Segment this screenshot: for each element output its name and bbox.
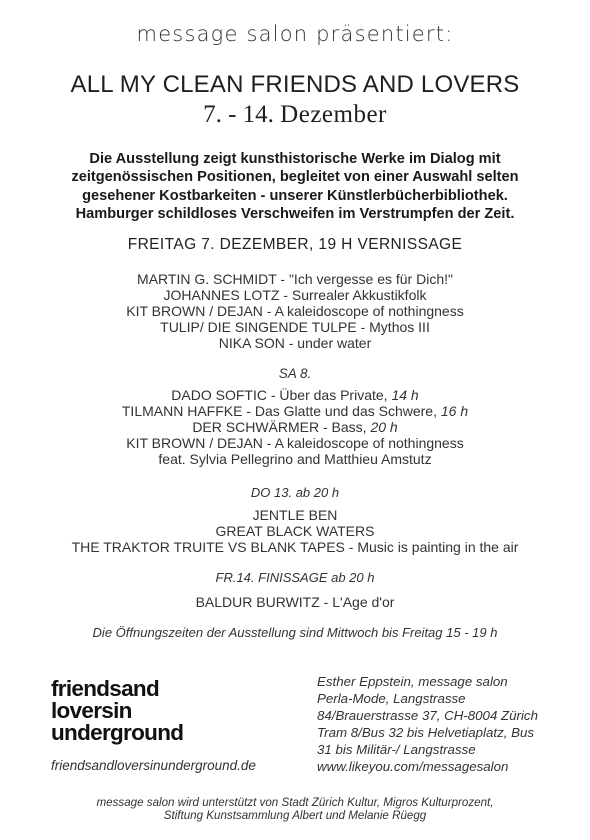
friendsandloversinunderground-logo [51,678,183,744]
program-item: GREAT BLACK WATERS [215,523,375,539]
vernissage-heading [0,236,590,254]
saturday-program [0,387,590,467]
program-item: KIT BROWN / DEJAN - A kaleidoscope of nothingness [126,435,464,451]
contact-line: 84/Brauerstrasse 37, CH-8004 Zürich [317,708,538,723]
program-item: DER SCHWÄRMER - Bass, 20 h [192,419,398,435]
sponsor-line: Stiftung Kunstsammlung Albert und Melanie Rüegg [163,808,427,822]
dates-month: Dezember [280,101,387,128]
website-link[interactable]: friendsandloversinunderground.de [51,758,256,773]
presenter-line: message salon präsentiert: [136,22,454,46]
contact-address [317,673,538,775]
intro-paragraph [0,150,590,223]
opening-hours: Die Öffnungszeiten der Ausstellung sind Mittwoch bis Freitag 15 - 19 h [92,625,498,640]
saturday-label: SA 8. [278,366,312,381]
program-item: BALDUR BURWITZ - L'Age d'or [195,594,395,610]
thursday-program [0,507,590,555]
program-item: JOHANNES LOTZ - Surrealer Akkustikfolk [163,287,427,303]
contact-line: Perla-Mode, Langstrasse [317,691,466,706]
program-item: feat. Sylvia Pellegrino and Matthieu Amstutz [158,451,432,467]
logo-line: underground [51,720,184,745]
program-item: JENTLE BEN [252,507,338,523]
program-item: NIKA SON - under water [218,335,372,351]
intro-line: gesehener Kostbarkeiten - unserer Künstlerbücherbibliothek. [82,187,508,204]
sponsor-line: message salon wird unterstützt von Stadt Zürich Kultur, Migros Kulturprozent, [96,796,494,809]
intro-line: Die Ausstellung zeigt kunsthistorische Werke im Dialog mit [89,151,501,167]
sponsor-note [0,797,590,822]
friday-program [0,594,590,610]
intro-line: Hamburger schildloses Verschweifen im Verstrumpfen der Zeit. [75,205,515,222]
program-item: TULIP/ DIE SINGENDE TULPE - Mythos III [160,319,430,335]
exhibition-title: ALL MY CLEAN FRIENDS AND LOVERS [70,71,520,98]
contact-line: Tram 8/Bus 32 bis Helvetiaplatz, Bus [317,725,535,740]
program-item: MARTIN G. SCHMIDT - "Ich vergesse es für Dich!" [137,271,453,287]
program-item: KIT BROWN / DEJAN - A kaleidoscope of nothingness [126,303,464,319]
contact-line: 31 bis Militär-/ Langstrasse [317,742,476,757]
vernissage-suffix: H VERNISSAGE [336,236,463,253]
friday-label: FR.14. FINISSAGE ab 20 h [215,570,375,585]
intro-line: zeitgenössischen Positionen, begleitet von einer Auswahl selten [71,169,519,186]
program-item: DADO SOFTIC - Über das Private, 14 h [171,387,419,403]
vernissage-time: 19 [318,236,337,253]
dates-prefix: 7. - 14. [203,101,281,128]
exhibition-dates [0,101,590,129]
vernissage-program [0,271,590,351]
vernissage-day: FREITAG [127,236,202,253]
vernissage-date: 7. DEZEMBER, [201,236,319,253]
contact-website-link[interactable]: www.likeyou.com/messagesalon [317,759,509,774]
logo-line: friendsand [51,676,160,701]
contact-line: Esther Eppstein, message salon [317,674,508,689]
thursday-label: DO 13. ab 20 h [250,485,340,500]
logo-line: loversin [51,698,132,723]
program-item: THE TRAKTOR TRUITE VS BLANK TAPES - Music is painting in the air [71,539,519,555]
program-item: TILMANN HAFFKE - Das Glatte und das Schwere, 16 h [121,403,469,419]
